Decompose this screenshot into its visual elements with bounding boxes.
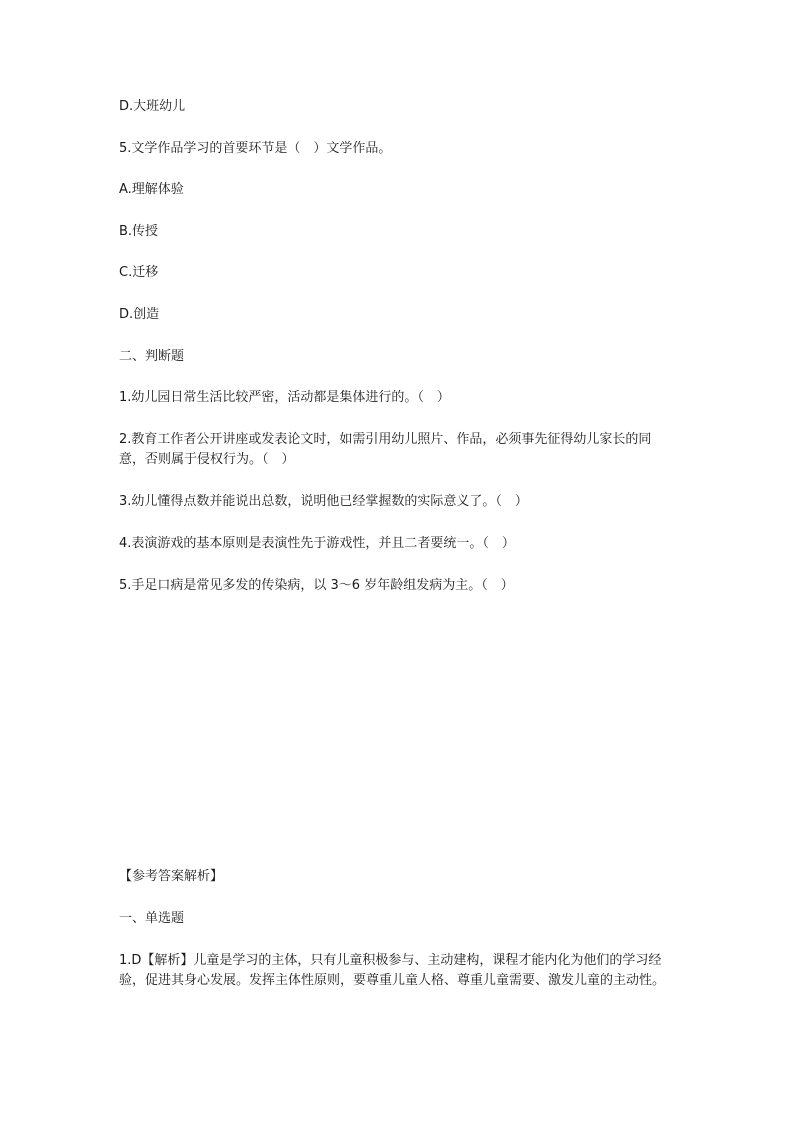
section-title-judgement: 二、判断题 [119,349,185,364]
q5-option-c: C.迁移 [119,265,159,280]
judgement-item-4: 4.表演游戏的基本原则是表演性先于游戏性，并且二者要统一。（ ） [119,536,515,551]
q5-stem: 5.文学作品学习的首要环节是（ ）文学作品。 [119,141,392,156]
judgement-item-5: 5.手足口病是常见多发的传染病，以 3～6 岁年龄组发病为主。（ ） [119,578,514,593]
answer-section-title: 一、单选题 [119,911,185,926]
q4-option-d: D.大班幼儿 [119,99,186,114]
q5-option-a: A.理解体验 [119,182,184,197]
answer-heading: 【参考答案解析】 [119,869,224,884]
judgement-item-2: 2.教育工作者公开讲座或发表论文时，如需引用幼儿照片、作品，必须事先征得幼儿家长的同意，否则属于侵权行为。（ ） [119,432,652,467]
q5-option-b: B.传授 [119,224,159,239]
judgement-item-3: 3.幼儿懂得点数并能说出总数，说明他已经掌握数的实际意义了。（ ） [119,494,528,509]
answer-1: 1.D【解析】儿童是学习的主体，只有儿童积极参与、主动建构，课程才能内化为他们的学习经验，促进其身心发展。发挥主体性原则，要尊重儿童人格、尊重儿童需要、激发儿童的主动性。 [119,953,666,988]
judgement-item-1: 1.幼儿园日常生活比较严密，活动都是集体进行的。（ ） [119,390,450,405]
q5-option-d: D.创造 [119,307,160,322]
